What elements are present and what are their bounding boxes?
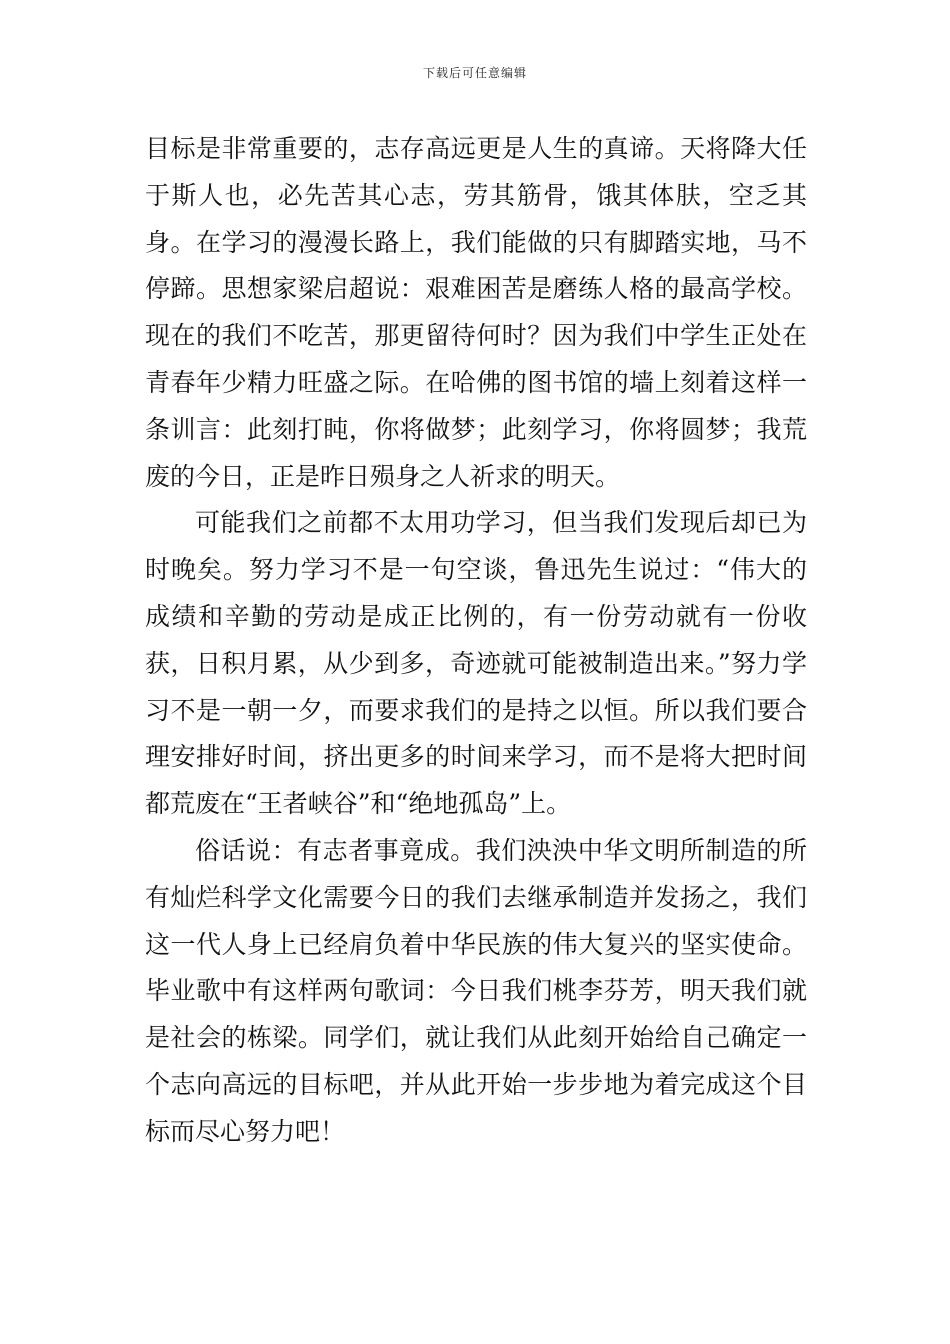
paragraph-continuation: 目标是非常重要的，志存高远更是人生的真谛。天将降大任于斯人也，必先苦其心志，劳其筋骨，饿其体肤，空乏其身。在学习的漫漫长路上，我们能做的只有脚踏实地，马不停蹄。思想家梁启超说：艰难困苦是磨练人格的最高学校。现在的我们不吃苦，那更留待何时？因为我们中学生正处在青春年少精力旺盛之际。在哈佛的图书馆的墙上刻着这样一条训言：此刻打盹，你将做梦；此刻学习，你将圆梦；我荒废的今日，正是昨日殒身之人祈求的明天。: [145, 134, 807, 491]
paragraph: 俗话说：有志者事竟成。我们泱泱中华文明所制造的所有灿烂科学文化需要今日的我们去继承制造并发扬之，我们这一代人身上已经肩负着中华民族的伟大复兴的坚实使命。毕业歌中有这样两句歌词：今日我们桃李芬芳，明天我们就是社会的栋梁。同学们，就让我们从此刻开始给自己确定一个志向高远的目标吧，并从此开始一步步地为着完成这个目标而尽心努力吧！: [145, 835, 807, 1146]
page-header: 下载后可任意编辑: [422, 66, 527, 80]
paragraph: 可能我们之前都不太用功学习，但当我们发现后却已为时晚矣。努力学习不是一句空谈，鲁迅先生说过：“伟大的成绩和辛勤的劳动是成正比例的，有一份劳动就有一份收获，日积月累，从少到多，奇迹就可能被制造出来。”努力学习不是一朝一夕，而要求我们的是持之以恒。所以我们要合理安排好时间，挤出更多的时间来学习，而不是将大把时间都荒废在“王者峡谷”和“绝地孤岛”上。: [145, 508, 807, 819]
document-body: [145, 126, 807, 1156]
